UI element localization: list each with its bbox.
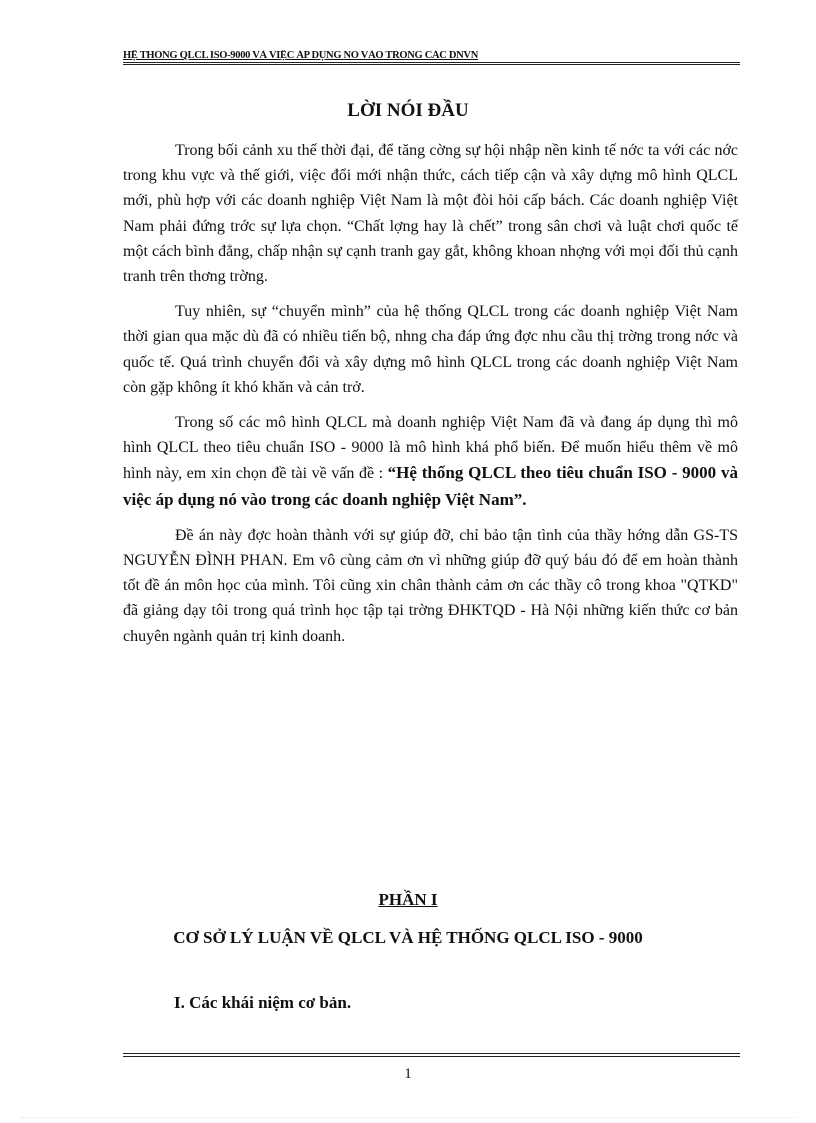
running-header: HỆ THỐNG QLCL ISO-9000 VÀ VIỆC ÁP DỤNG NÓ VÀO TRONG CÁC DNVN [123,50,478,61]
paragraph-transformation: Tuy nhiên, sự “chuyển mình” của hệ thống QLCL trong các doanh nghiệp Việt Nam thời gian qua mặc dù đã có nhiều tiến bộ, nhng cha đáp ứng đợc nhu cầu thị trờng trong nớc và quốc tế. Quá trình chuyển đổi và xây dựng mô hình QLCL trong các doanh nghiệp Việt Nam còn gặp không ít khó khăn và cản trở. [123,303,738,396]
paragraph-acknowledgement: Đề án này đợc hoàn thành với sự giúp đỡ, chỉ bảo tận tình của thầy hớng dẫn GS-TS NGUYỄN ĐÌNH PHAN. Em vô cùng cảm ơn vì những giúp đỡ quý báu đó để em hoàn thành tốt đề án môn học của mình. Tôi cũng xin chân thành cảm ơn các thầy cô trong khoa "QTKD" đã giảng dạy tôi trong quá trình học tập tại trờng ĐHKTQD - Hà Nội những kiến thức cơ bản chuyên ngành quản trị kinh doanh. [123,526,738,645]
section-heading: I. Các khái niệm cơ bản. [174,993,352,1012]
topic-title: “Hệ thống QLCL theo tiêu chuẩn ISO - 9000 và việc áp dụng nó vào trong các doanh nghiệp Việt Nam”. [123,463,738,509]
page-bottom-edge [20,1117,796,1119]
body-text [123,138,738,659]
topic-lead-text: Trong số các mô hình QLCL mà doanh nghiệp Việt Nam đã và đang áp dụng thì mô hình QLCL theo tiêu chuẩn ISO - 9000 là mô hình khá phổ biến. Để muốn hiểu thêm về mô hình này, em xin chọn đề tài về vấn đề : [123,414,738,483]
paragraph-topic [123,410,738,513]
paragraph-context: Trong bối cảnh xu thế thời đại, để tăng cờng sự hội nhập nền kinh tế nớc ta với các nớc trong khu vực và thế giới, việc đổi mới nhận thức, cách tiếp cận và xây dựng mô hình QLCL mới, phù hợp với các doanh nghiệp Việt Nam là một đòi hỏi cấp bách. Các doanh nghiệp Việt Nam phải đứng trớc sự lựa chọn. “Chất lợng hay là chết” trong sân chơi và luật chơi quốc tế một cách bình đẳng, chấp nhận sự cạnh tranh gay gắt, không khoan nhợng với mọi đối thủ cạnh tranh trên thơng trờng. [123,142,738,286]
part-label: PHẦN I [378,890,438,909]
header-rule [123,62,740,65]
footer-rule [123,1053,740,1057]
part-title: CƠ SỞ LÝ LUẬN VỀ QLCL VÀ HỆ THỐNG QLCL ISO - 9000 [173,928,643,947]
page-number: 1 [404,1066,412,1082]
page-title: LỜI NÓI ĐẦU [347,100,469,121]
